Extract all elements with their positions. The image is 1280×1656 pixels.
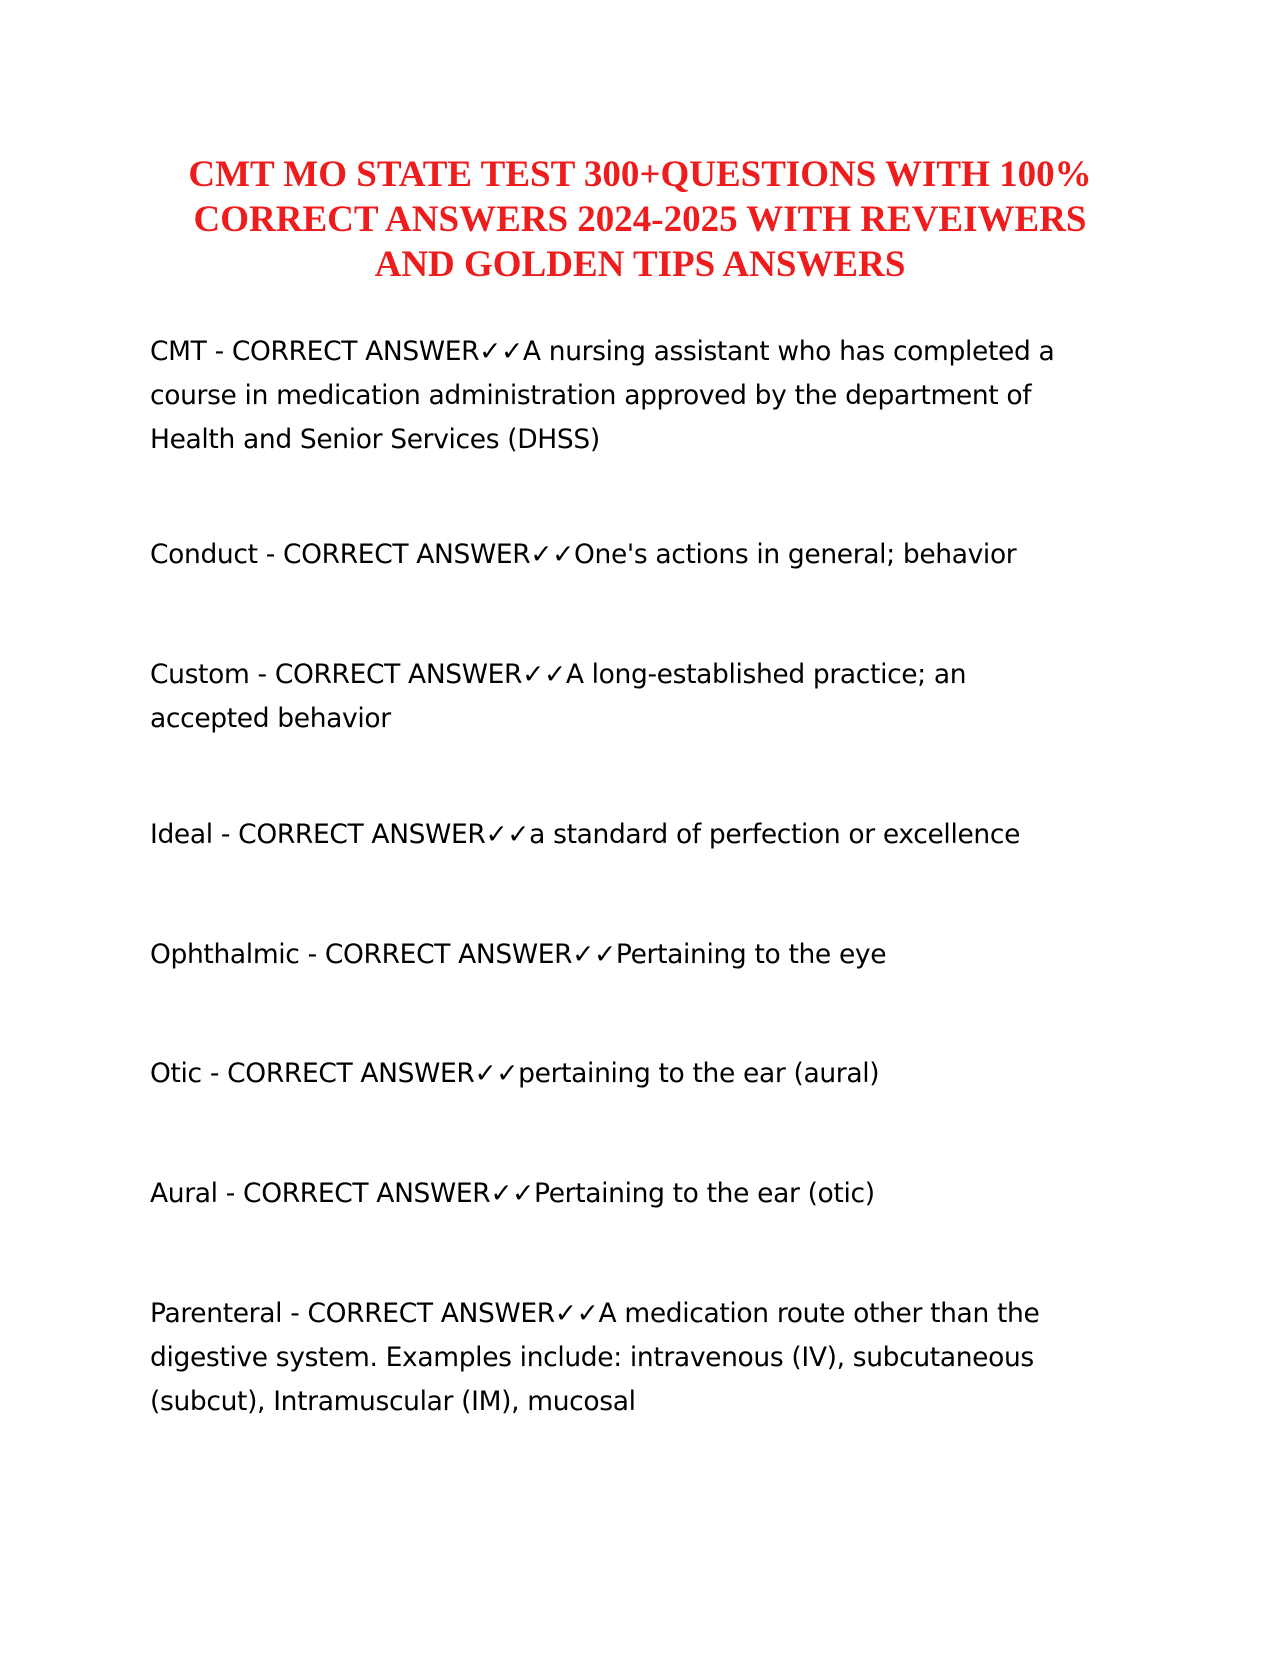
double-check-icon: ✓✓ bbox=[522, 659, 566, 690]
qa-line: Parenteral - CORRECT ANSWER✓✓A medication route other than the bbox=[150, 1298, 1040, 1329]
title-line: CORRECT ANSWERS 2024-2025 WITH REVEIWERS bbox=[193, 199, 1087, 240]
answer-marker: CORRECT ANSWER bbox=[283, 539, 531, 570]
qa-line: Ophthalmic - CORRECT ANSWER✓✓Pertaining to the eye bbox=[150, 939, 887, 970]
qa-definition: A nursing assistant who has completed a bbox=[522, 336, 1055, 367]
qa-entry-ophthalmic bbox=[150, 933, 1150, 977]
qa-definition: One's actions in general; behavior bbox=[574, 539, 1017, 570]
qa-entry-parenteral bbox=[150, 1292, 1150, 1424]
qa-entry-cmt bbox=[150, 330, 1150, 462]
qa-line: Custom - CORRECT ANSWER✓✓A long-established practice; an bbox=[150, 659, 967, 690]
qa-term: Aural bbox=[150, 1178, 218, 1209]
double-check-icon: ✓✓ bbox=[490, 1178, 535, 1209]
answer-marker: CORRECT ANSWER bbox=[243, 1178, 491, 1209]
qa-entry-custom bbox=[150, 653, 1150, 741]
qa-definition-line: (subcut), Intramuscular (IM), mucosal bbox=[150, 1386, 636, 1417]
qa-definition: A long-established practice; an bbox=[565, 659, 967, 690]
answer-marker: CORRECT ANSWER bbox=[274, 659, 523, 690]
qa-line: Aural - CORRECT ANSWER✓✓Pertaining to the ear (otic) bbox=[150, 1178, 875, 1209]
answer-marker: CORRECT ANSWER bbox=[227, 1058, 475, 1089]
qa-entry-otic bbox=[150, 1052, 1150, 1096]
qa-term: Custom bbox=[150, 659, 250, 690]
title-line: AND GOLDEN TIPS ANSWERS bbox=[374, 244, 906, 285]
answer-marker: CORRECT ANSWER bbox=[324, 939, 573, 970]
qa-definition: pertaining to the ear (aural) bbox=[518, 1058, 880, 1089]
qa-term: Ophthalmic bbox=[150, 939, 300, 970]
title-line: CMT MO STATE TEST 300+QUESTIONS WITH 100% bbox=[188, 154, 1092, 195]
answer-marker: CORRECT ANSWER bbox=[307, 1298, 555, 1329]
double-check-icon: ✓✓ bbox=[530, 539, 575, 570]
qa-term: CMT bbox=[150, 336, 207, 367]
double-check-icon: ✓✓ bbox=[485, 819, 530, 850]
qa-definition: Pertaining to the eye bbox=[615, 939, 887, 970]
qa-term: Otic bbox=[150, 1058, 202, 1089]
double-check-icon: ✓✓ bbox=[554, 1298, 599, 1329]
qa-entry-aural bbox=[150, 1172, 1150, 1216]
qa-definition-line: Health and Senior Services (DHSS) bbox=[150, 424, 600, 455]
answer-marker: CORRECT ANSWER bbox=[238, 819, 486, 850]
qa-line: CMT - CORRECT ANSWER✓✓A nursing assistant who has completed a bbox=[150, 336, 1055, 367]
double-check-icon: ✓✓ bbox=[572, 939, 616, 970]
qa-term: Conduct bbox=[150, 539, 258, 570]
document-title bbox=[100, 152, 1180, 287]
qa-definition-line: accepted behavior bbox=[150, 703, 391, 734]
qa-line: Ideal - CORRECT ANSWER✓✓a standard of perfection or excellence bbox=[150, 819, 1021, 850]
qa-definition: a standard of perfection or excellence bbox=[529, 819, 1021, 850]
qa-definition: A medication route other than the bbox=[598, 1298, 1040, 1329]
qa-line: Conduct - CORRECT ANSWER✓✓One's actions in general; behavior bbox=[150, 539, 1017, 570]
qa-term: Parenteral bbox=[150, 1298, 283, 1329]
double-check-icon: ✓✓ bbox=[479, 336, 523, 367]
double-check-icon: ✓✓ bbox=[474, 1058, 519, 1089]
qa-line: Otic - CORRECT ANSWER✓✓pertaining to the ear (aural) bbox=[150, 1058, 880, 1089]
answer-marker: CORRECT ANSWER bbox=[231, 336, 480, 367]
qa-entry-conduct bbox=[150, 533, 1150, 577]
qa-definition: Pertaining to the ear (otic) bbox=[534, 1178, 875, 1209]
qa-definition-line: digestive system. Examples include: intravenous (IV), subcutaneous bbox=[150, 1342, 1034, 1373]
qa-entry-ideal bbox=[150, 813, 1150, 857]
qa-term: Ideal bbox=[150, 819, 213, 850]
qa-definition-line: course in medication administration approved by the department of bbox=[150, 380, 1032, 411]
